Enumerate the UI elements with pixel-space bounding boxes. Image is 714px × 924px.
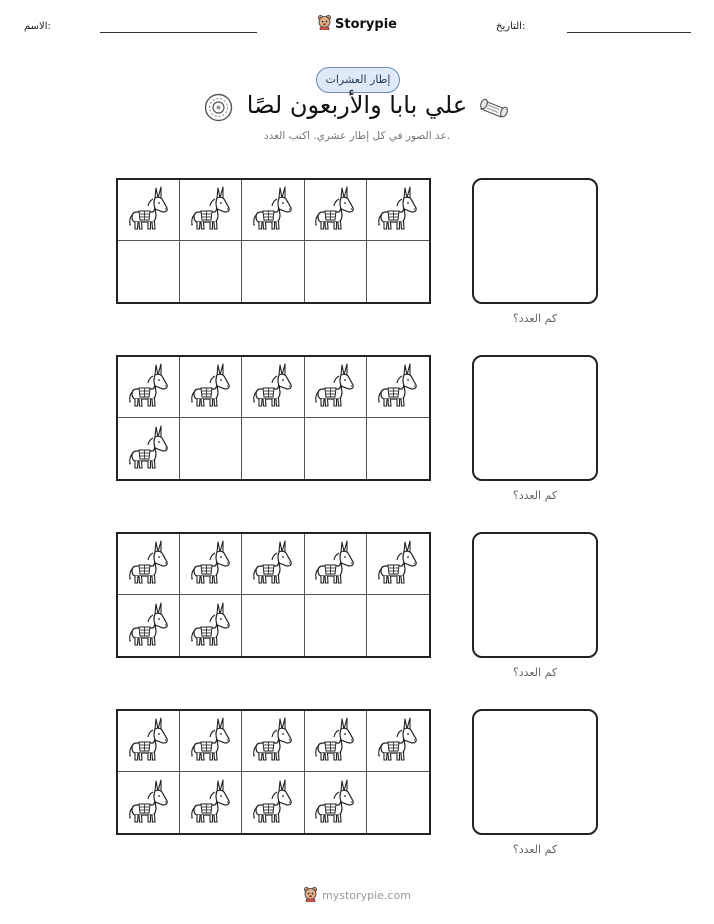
ten-frame-cell xyxy=(367,595,429,656)
how-many-label: كم العدد؟ xyxy=(512,489,558,502)
donkey-icon xyxy=(251,185,295,235)
ten-frame-cell xyxy=(305,772,367,833)
donkey-icon xyxy=(251,362,295,412)
donkey-icon xyxy=(127,362,171,412)
brand-name: Storypie xyxy=(335,16,397,32)
brand xyxy=(0,14,714,34)
donkey-icon xyxy=(189,539,233,589)
donkey-icon xyxy=(376,185,420,235)
ten-frame-cell xyxy=(180,772,242,833)
ten-frame-cell xyxy=(305,357,367,418)
ten-frame-cell xyxy=(367,772,429,833)
donkey-icon xyxy=(313,778,357,828)
donkey-icon xyxy=(313,362,357,412)
donkey-icon xyxy=(189,601,233,651)
ten-frame-cell xyxy=(180,711,242,772)
ten-frame-cell xyxy=(305,711,367,772)
ten-frame-cell xyxy=(118,595,180,656)
answer-box[interactable] xyxy=(472,709,598,835)
donkey-icon xyxy=(376,362,420,412)
storypie-mascot-icon xyxy=(317,14,332,34)
ten-frame-cell xyxy=(242,711,304,772)
ten-frame-cell xyxy=(242,772,304,833)
answer-box[interactable] xyxy=(472,178,598,304)
donkey-icon xyxy=(251,716,295,766)
donkey-icon xyxy=(251,539,295,589)
donkey-icon xyxy=(313,185,357,235)
ten-frame-cell xyxy=(367,180,429,241)
donkey-icon xyxy=(313,716,357,766)
ten-frame-cell xyxy=(118,418,180,479)
ten-frame-cell xyxy=(242,357,304,418)
donkey-icon xyxy=(189,716,233,766)
ten-frame-cell xyxy=(305,534,367,595)
donkey-icon xyxy=(189,362,233,412)
donkey-icon xyxy=(189,778,233,828)
worksheet-title: علي بابا والأربعون لصًا xyxy=(246,91,468,119)
ten-frame-cell xyxy=(367,357,429,418)
donkey-icon xyxy=(127,539,171,589)
answer-box[interactable] xyxy=(472,532,598,658)
how-many-label: كم العدد؟ xyxy=(512,312,558,325)
ten-frame-cell xyxy=(305,241,367,302)
ten-frame-cell xyxy=(305,180,367,241)
storypie-mascot-icon xyxy=(303,886,318,905)
ten-frame-cell xyxy=(118,772,180,833)
ten-frame-cell xyxy=(242,534,304,595)
ten-frame xyxy=(116,532,431,658)
ten-frame-cell xyxy=(180,180,242,241)
donkey-icon xyxy=(127,424,171,474)
donkey-icon xyxy=(251,778,295,828)
donkey-icon xyxy=(127,601,171,651)
ten-frame-cell xyxy=(180,357,242,418)
donkey-icon xyxy=(127,716,171,766)
ten-frame-cell xyxy=(367,418,429,479)
donkey-icon xyxy=(313,539,357,589)
donkey-icon xyxy=(127,185,171,235)
how-many-label: كم العدد؟ xyxy=(512,843,558,856)
ten-frame-cell xyxy=(242,595,304,656)
donkey-icon xyxy=(376,716,420,766)
ten-frame-cell xyxy=(180,534,242,595)
ten-frame-cell xyxy=(305,418,367,479)
answer-box[interactable] xyxy=(472,355,598,481)
ten-frame-cell xyxy=(180,241,242,302)
scroll-icon xyxy=(479,95,511,123)
ten-frame-cell xyxy=(242,241,304,302)
ten-frame-cell xyxy=(305,595,367,656)
ten-frame-cell xyxy=(367,534,429,595)
donkey-icon xyxy=(376,539,420,589)
donkey-icon xyxy=(189,185,233,235)
ten-frame-cell xyxy=(180,595,242,656)
instruction: عد الصور في كل إطار عشري. اكتب العدد. xyxy=(263,130,451,142)
ten-frame-cell xyxy=(118,180,180,241)
ten-frame xyxy=(116,178,431,304)
ten-frame-cell xyxy=(118,711,180,772)
footer-site[interactable]: mystorypie.com xyxy=(322,889,411,902)
ten-frame-cell xyxy=(118,534,180,595)
name-label: الاسم: xyxy=(24,21,51,32)
how-many-label: كم العدد؟ xyxy=(512,666,558,679)
ten-frame-cell xyxy=(118,357,180,418)
ten-frame-cell xyxy=(367,711,429,772)
ten-frame xyxy=(116,355,431,481)
donkey-icon xyxy=(127,778,171,828)
worksheet-tag: إطار العشرات xyxy=(316,67,400,93)
ten-frame-cell xyxy=(180,418,242,479)
date-label: التاريخ: xyxy=(496,21,526,32)
ten-frame-cell xyxy=(367,241,429,302)
footer xyxy=(0,886,714,906)
ten-frame-cell xyxy=(242,180,304,241)
ten-frame xyxy=(116,709,431,835)
ten-frame-cell xyxy=(242,418,304,479)
ten-frame-cell xyxy=(118,241,180,302)
date-line[interactable] xyxy=(567,32,691,33)
